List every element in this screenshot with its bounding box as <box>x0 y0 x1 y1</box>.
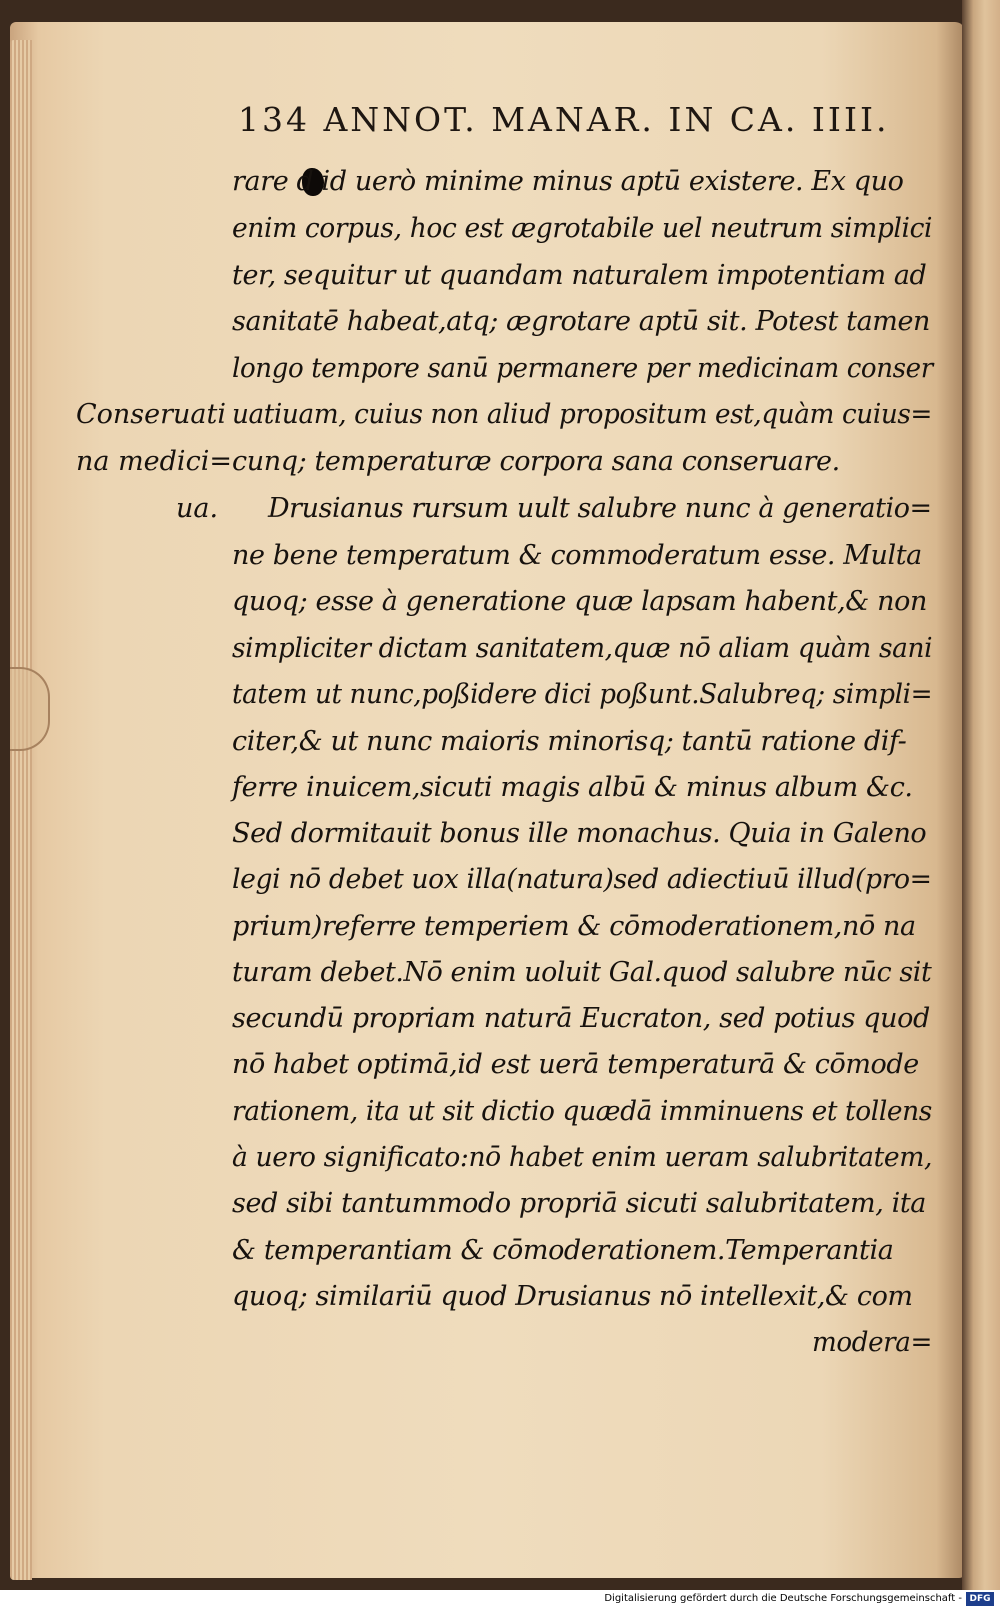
text-line: & temperantiam & cōmoderationem.Temperantia <box>232 1235 894 1266</box>
text-line: longo tempore sanū permanere per medicinam conser <box>232 353 933 384</box>
dfg-logo: DFG <box>966 1592 994 1606</box>
text-line: prium)referre temperiem & cōmoderationem,nō na <box>232 911 916 942</box>
margin-note: Conseruati <box>76 399 227 430</box>
footer-bar <box>0 1590 1000 1609</box>
catchword: modera= <box>812 1327 932 1358</box>
text-line: quoq; similariū quod Drusianus nō intellexit,& com <box>232 1281 913 1312</box>
footer-credit: Digitalisierung gefördert durch die Deutsche Forschungsgemeinschaft - <box>604 1593 962 1604</box>
text-line: citer,& ut nunc maioris minorisq; tantū ratione dif- <box>232 726 907 757</box>
adjacent-page-glimpse <box>972 60 998 1540</box>
text-line: nō habet optimā,id est uerā temperaturā & cōmode <box>232 1049 919 1080</box>
text-line: Sed dormitauit bonus ille monachus. Quia in Galeno <box>232 818 927 849</box>
page-edges <box>10 40 32 1580</box>
text-line: à uero significato:nō habet enim ueram salubritatem, <box>232 1142 933 1173</box>
adjacent-page <box>962 0 1000 1590</box>
text-line: ter, sequitur ut quandam naturalem impotentiam ad <box>232 260 927 291</box>
margin-note: ua. <box>176 493 219 524</box>
text-line: enim corpus, hoc est ægrotabile uel neutrum simplici <box>232 213 933 244</box>
text-line: legi nō debet uox illa(natura)sed adiectiuū illud(pro= <box>232 864 932 895</box>
text-line: sanitatē habeat,atq; ægrotare aptū sit. Potest tamen <box>232 306 931 337</box>
thumb-notch <box>10 667 50 751</box>
text-line: turam debet.Nō enim uoluit Gal.quod salubre nūc sit <box>232 957 932 988</box>
running-header: 134 ANNOT. MANAR. IN CA. IIII. <box>238 100 890 139</box>
text-line: rare d id uerò minime minus aptū existere. Ex quo <box>232 166 904 197</box>
text-line: ne bene temperatum & commoderatum esse. Multa <box>232 540 922 571</box>
text-line: quoq; esse à generatione quæ lapsam habent,& non <box>232 586 927 617</box>
text-line: sed sibi tantummodo propriā sicuti salubritatem, ita <box>232 1188 927 1219</box>
text-line: cunq; temperaturæ corpora sana conseruare. <box>232 446 840 477</box>
text-line: ferre inuicem,sicuti magis albū & minus album &c. <box>232 772 913 803</box>
text-line: Drusianus rursum uult salubre nunc à generatio= <box>268 493 932 524</box>
text-line: uatiuam, cuius non aliud propositum est,quàm cuius= <box>232 399 933 430</box>
text-line: secundū propriam naturā Eucraton, sed potius quod <box>232 1003 930 1034</box>
text-line: rationem, ita ut sit dictio quædā imminuens et tollens <box>232 1096 932 1127</box>
text-line: tatem ut nunc,poßidere dici poßunt.Salubreq; simpli= <box>232 679 933 710</box>
margin-note: na medici= <box>76 446 232 477</box>
text-line: simpliciter dictam sanitatem,quæ nō aliam quàm sani <box>232 633 933 664</box>
